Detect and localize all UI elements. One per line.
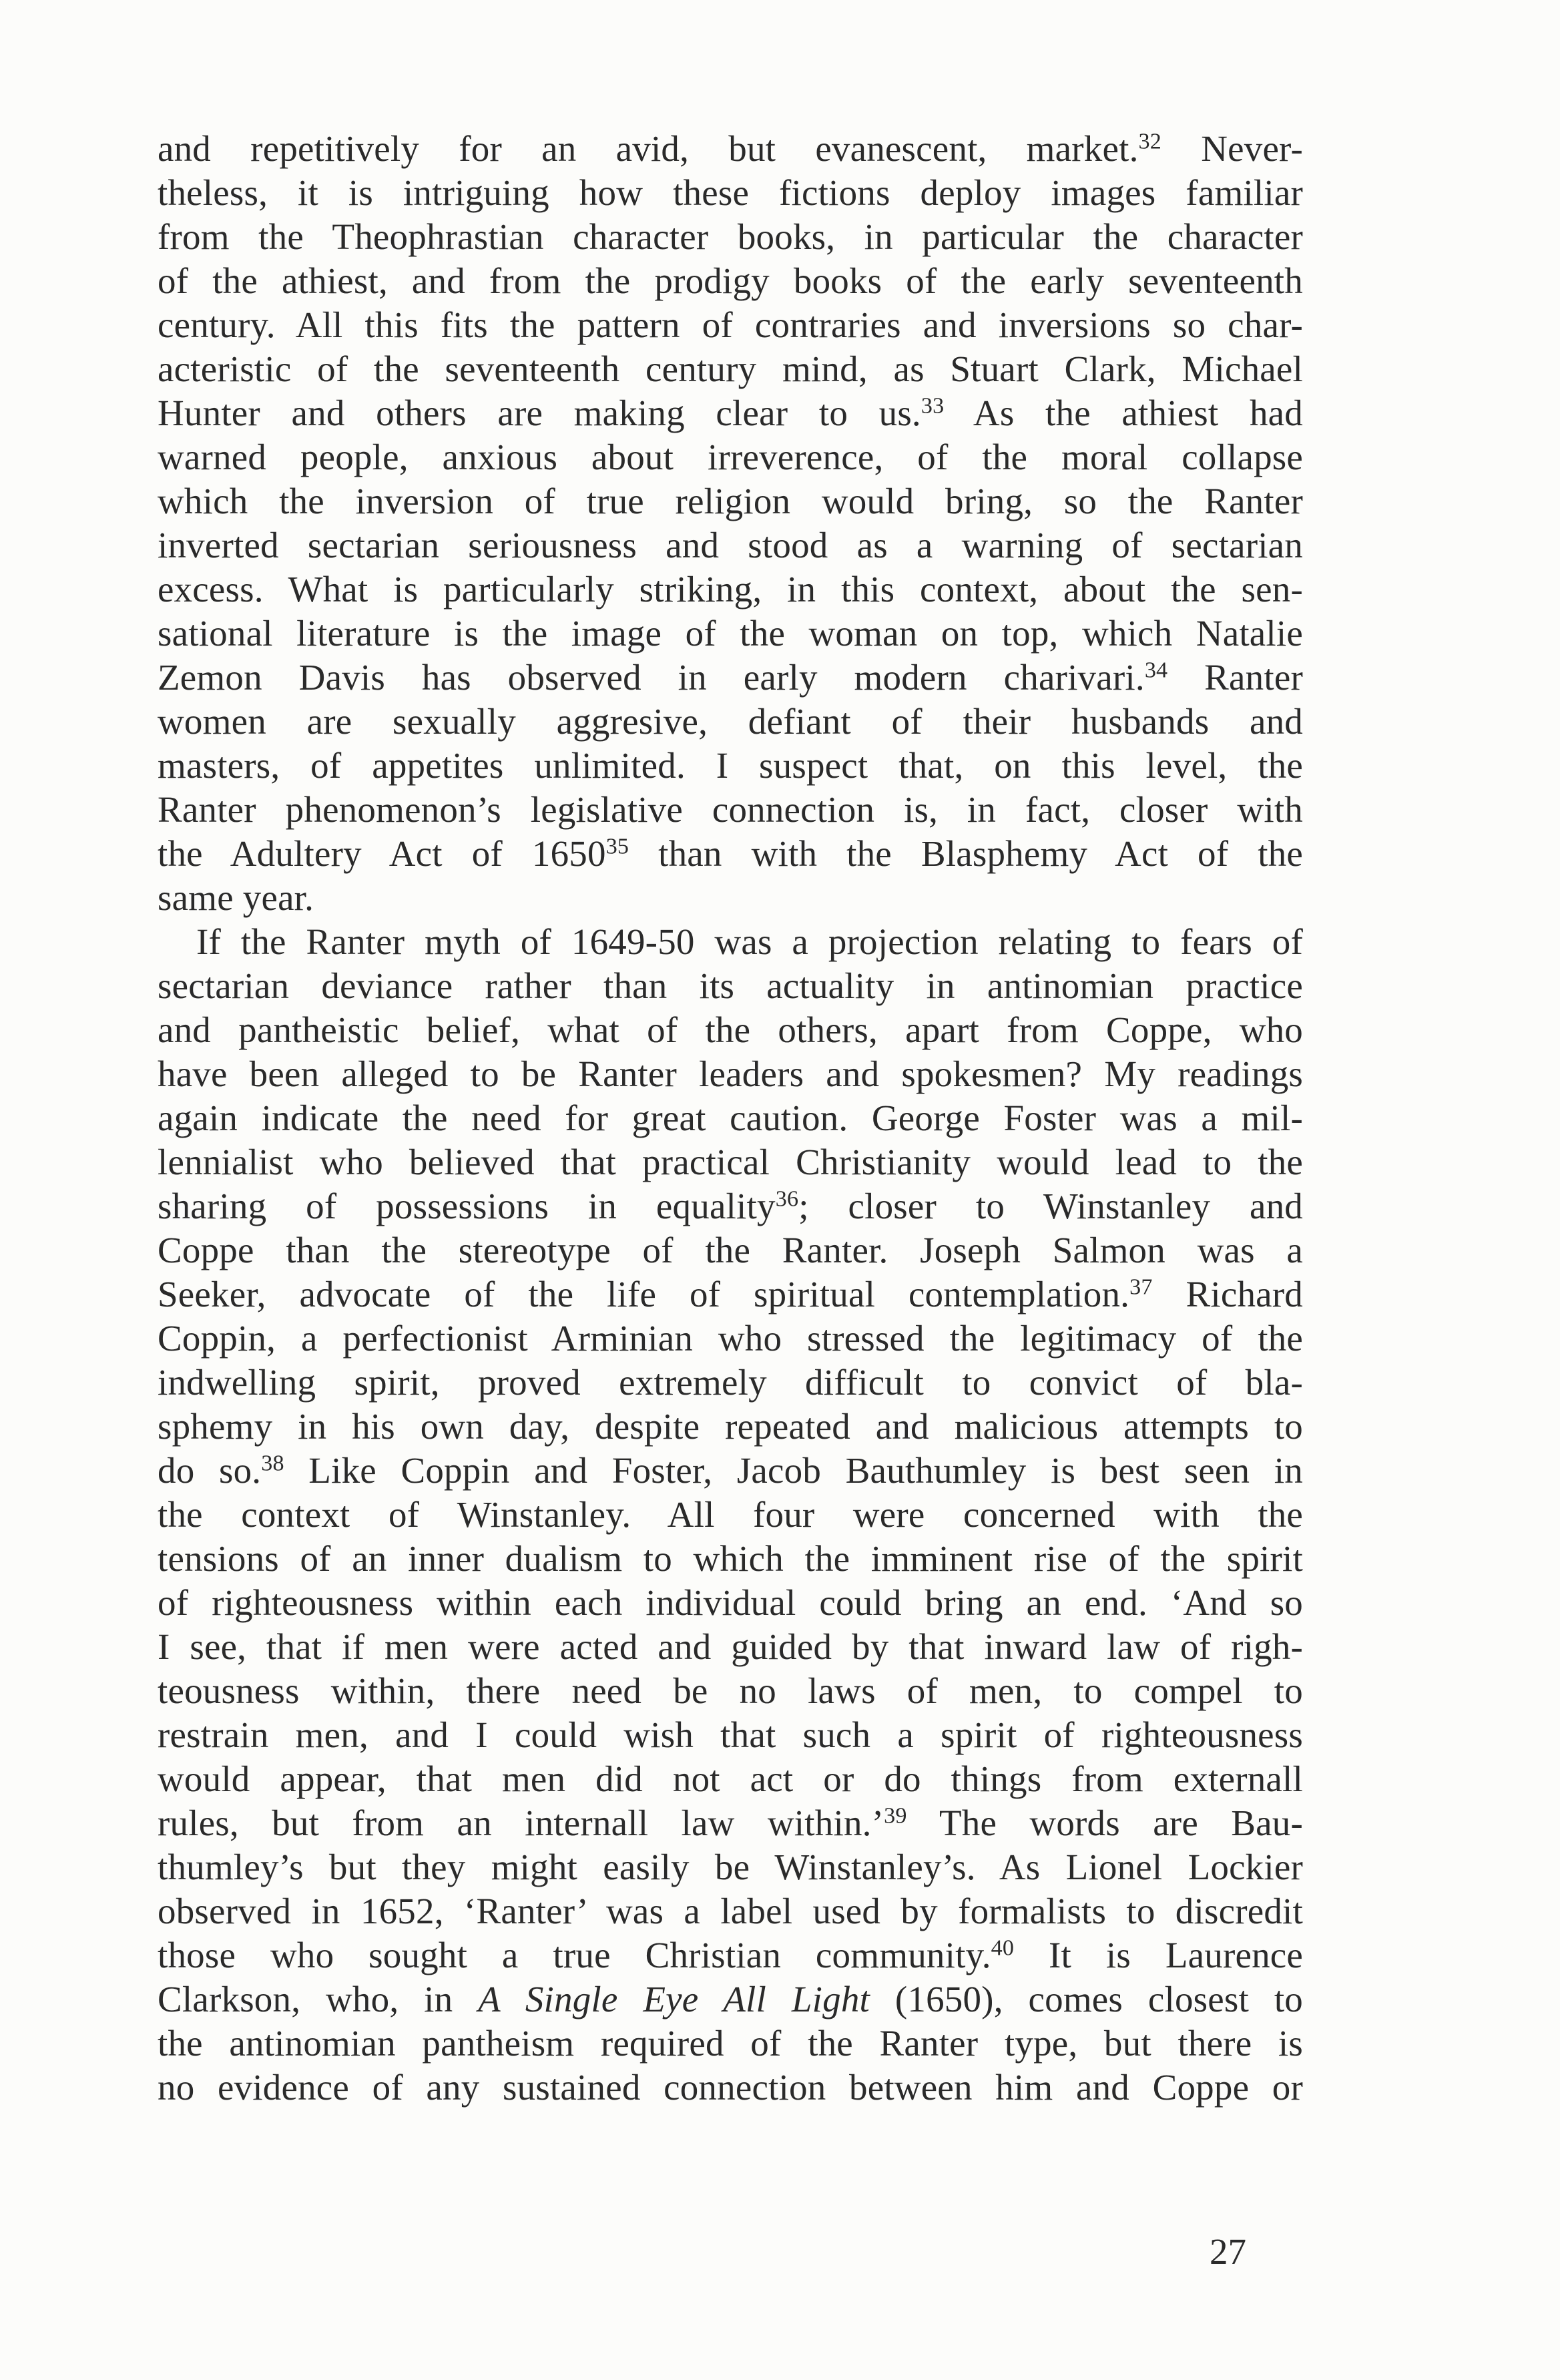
line-text: sphemy in his own day, despite repeated and malicious attempts to	[158, 1406, 1303, 1447]
line-text: the context of Winstanley. All four were concerned with the	[158, 1494, 1303, 1535]
line-text: have been alleged to be Ranter leaders and spokesmen? My readings	[158, 1053, 1303, 1094]
footnote-marker: 35	[605, 834, 629, 859]
line-text: Clarkson, who, in	[158, 1979, 479, 2019]
line-text-continued: The words are Bau-	[906, 1803, 1303, 1843]
text-line	[158, 2021, 1303, 2066]
line-text: the Adultery Act of 1650	[158, 833, 606, 874]
text-line	[158, 1713, 1303, 1757]
line-text: no evidence of any sustained connection between him and Coppe or	[158, 2067, 1303, 2108]
text-line	[158, 1581, 1303, 1625]
text-line	[158, 171, 1303, 215]
text-line	[158, 1801, 1303, 1845]
line-text: Coppe than the stereotype of the Ranter. Joseph Salmon was a	[158, 1230, 1303, 1270]
body-text	[158, 127, 1303, 2110]
text-line	[158, 435, 1303, 479]
line-text-continued: than with the Blasphemy Act of the	[629, 833, 1303, 874]
text-line	[158, 612, 1303, 656]
line-text: I see, that if men were acted and guided by that inward law of righ-	[158, 1626, 1303, 1667]
line-text: and repetitively for an avid, but evanescent, market.	[158, 128, 1139, 169]
line-text: women are sexually aggresive, defiant of their husbands and	[158, 701, 1303, 742]
text-line	[158, 1405, 1303, 1449]
text-line	[158, 1933, 1303, 1977]
text-line	[158, 303, 1303, 347]
line-text: Coppin, a perfectionist Arminian who stressed the legitimacy of the	[158, 1318, 1303, 1359]
text-line	[158, 1096, 1303, 1140]
text-line	[158, 832, 1303, 876]
text-line	[158, 1493, 1303, 1537]
line-text-continued: As the athiest had	[944, 393, 1303, 433]
text-line	[158, 1272, 1303, 1317]
line-text: would appear, that men did not act or do things from externall	[158, 1758, 1303, 1799]
line-text-continued: Ranter	[1167, 657, 1303, 698]
text-line	[158, 1052, 1303, 1096]
footnote-marker: 38	[261, 1451, 284, 1476]
text-line	[158, 567, 1303, 612]
text-line	[158, 1625, 1303, 1669]
line-text: from the Theophrastian character books, in particular the character	[158, 216, 1303, 257]
line-text: masters, of appetites unlimited. I suspect that, on this level, the	[158, 745, 1303, 786]
line-text: rules, but from an internall law within.’	[158, 1803, 884, 1843]
line-text: of the athiest, and from the prodigy books of the early seventeenth	[158, 260, 1303, 301]
footnote-marker: 39	[884, 1803, 907, 1829]
footnote-marker: 40	[991, 1935, 1015, 1961]
line-text: and pantheistic belief, what of the others, apart from Coppe, who	[158, 1009, 1303, 1050]
text-line	[158, 2066, 1303, 2110]
line-text: teousness within, there need be no laws of men, to compel to	[158, 1670, 1303, 1711]
line-text: those who sought a true Christian community.	[158, 1935, 991, 1975]
text-line	[158, 1140, 1303, 1184]
line-text: century. All this fits the pattern of contraries and inversions so char-	[158, 304, 1303, 345]
footnote-marker: 37	[1129, 1274, 1153, 1300]
line-text: lennialist who believed that practical Christianity would lead to the	[158, 1142, 1303, 1182]
line-text: If the Ranter myth of 1649-50 was a projection relating to fears of	[196, 921, 1303, 962]
text-line	[158, 744, 1303, 788]
text-line	[158, 788, 1303, 832]
line-text: same year.	[158, 877, 314, 918]
line-text: theless, it is intriguing how these fictions deploy images familiar	[158, 172, 1303, 213]
book-title-italic: A Single Eye All Light	[478, 1979, 870, 2019]
text-line	[158, 1537, 1303, 1581]
footnote-marker: 36	[775, 1186, 799, 1212]
text-line	[158, 127, 1303, 171]
text-line	[158, 523, 1303, 567]
line-text-continued: (1650), comes closest to	[870, 1979, 1303, 2019]
line-text: Ranter phenomenon’s legislative connection is, in fact, closer with	[158, 789, 1303, 830]
line-text: the antinomian pantheism required of the Ranter type, but there is	[158, 2023, 1303, 2064]
line-text: of righteousness within each individual could bring an end. ‘And so	[158, 1582, 1303, 1623]
line-text: sational literature is the image of the woman on top, which Natalie	[158, 613, 1303, 654]
text-line	[158, 1184, 1303, 1228]
line-text: observed in 1652, ‘Ranter’ was a label used by formalists to discredit	[158, 1891, 1303, 1931]
text-line	[158, 1008, 1303, 1052]
line-text: sharing of possessions in equality	[158, 1186, 776, 1226]
text-line	[158, 215, 1303, 259]
line-text: restrain men, and I could wish that such a spirit of righteousness	[158, 1714, 1303, 1755]
text-line	[158, 920, 1303, 964]
text-line	[158, 259, 1303, 303]
text-line	[158, 1361, 1303, 1405]
line-text-continued: Like Coppin and Foster, Jacob Bauthumley is best seen in	[284, 1450, 1303, 1491]
text-line	[158, 1889, 1303, 1933]
line-text-continued: Richard	[1152, 1274, 1303, 1315]
line-text: Hunter and others are making clear to us.	[158, 393, 921, 433]
line-text-continued: Never-	[1161, 128, 1303, 169]
text-line	[158, 1977, 1303, 2021]
line-text-continued: ; closer to Winstanley and	[798, 1186, 1303, 1226]
text-line	[158, 700, 1303, 744]
line-text: which the inversion of true religion would bring, so the Ranter	[158, 481, 1303, 521]
footnote-marker: 33	[921, 393, 945, 419]
line-text: warned people, anxious about irreverence, of the moral collapse	[158, 437, 1303, 477]
line-text: excess. What is particularly striking, in this context, about the sen-	[158, 569, 1303, 610]
page-number: 27	[1210, 2231, 1246, 2272]
line-text: again indicate the need for great caution. George Foster was a mil-	[158, 1098, 1303, 1138]
line-text: Seeker, advocate of the life of spiritual contemplation.	[158, 1274, 1130, 1315]
text-line	[158, 1669, 1303, 1713]
text-line	[158, 479, 1303, 523]
line-text: acteristic of the seventeenth century mind, as Stuart Clark, Michael	[158, 348, 1303, 389]
line-text: inverted sectarian seriousness and stood as a warning of sectarian	[158, 525, 1303, 565]
text-line	[158, 1449, 1303, 1493]
text-line	[158, 656, 1303, 700]
text-line	[158, 1845, 1303, 1889]
line-text: do so.	[158, 1450, 262, 1491]
line-text: sectarian deviance rather than its actuality in antinomian practice	[158, 965, 1303, 1006]
text-line	[158, 964, 1303, 1008]
line-text: Zemon Davis has observed in early modern charivari.	[158, 657, 1145, 698]
text-line	[158, 1228, 1303, 1272]
line-text-continued: It is Laurence	[1014, 1935, 1303, 1975]
text-line	[158, 347, 1303, 391]
footnote-marker: 32	[1138, 129, 1162, 154]
text-line	[158, 1757, 1303, 1801]
line-text: indwelling spirit, proved extremely difficult to convict of bla-	[158, 1362, 1303, 1403]
text-line	[158, 876, 1303, 920]
text-line	[158, 391, 1303, 435]
text-line	[158, 1317, 1303, 1361]
line-text: thumley’s but they might easily be Winstanley’s. As Lionel Lockier	[158, 1847, 1303, 1887]
line-text: tensions of an inner dualism to which the imminent rise of the spirit	[158, 1538, 1303, 1579]
footnote-marker: 34	[1144, 658, 1168, 683]
